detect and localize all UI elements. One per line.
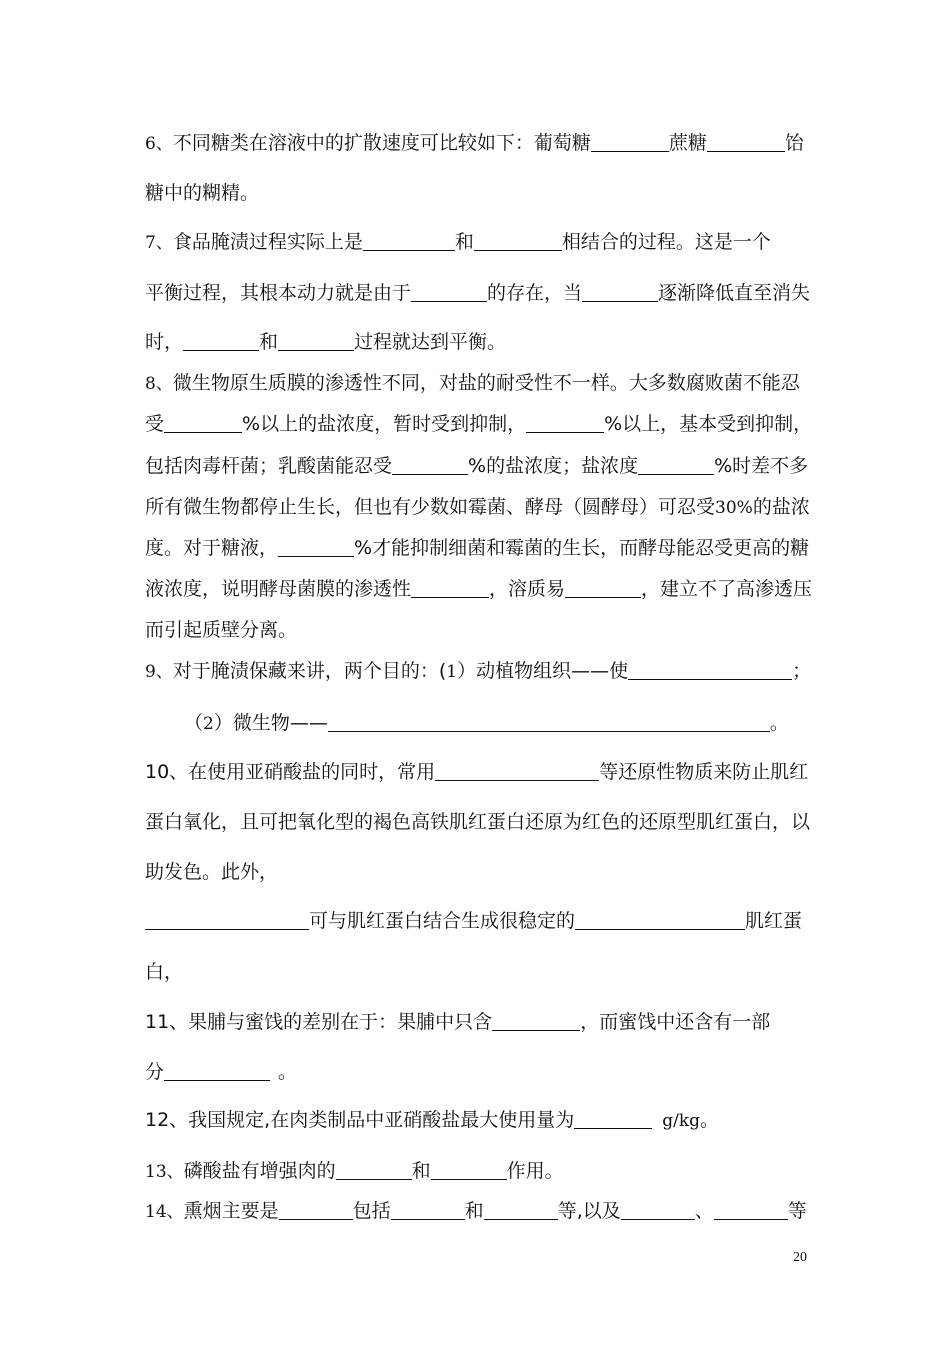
q7-blank-3[interactable] <box>411 281 487 302</box>
q9-text: 对于腌渍保藏来讲，两个目的：( <box>172 660 447 682</box>
q10-text: 白， <box>145 961 184 983</box>
q7-text: 和 <box>454 231 474 253</box>
q11-text: 。 <box>278 1061 298 1083</box>
q8-line6 <box>145 577 815 601</box>
q10-text: 可与肌红蛋白结合生成很稳定的 <box>309 910 576 932</box>
q9-text: （ <box>184 712 204 734</box>
q6-text: 糖中的糊精。 <box>145 182 260 204</box>
q12-text: 。 <box>700 1109 720 1131</box>
q8-text: ，溶质易 <box>489 578 566 600</box>
q10-text: 等还原性物质来防止肌红 <box>599 761 809 783</box>
q6-text: 饴 <box>784 132 804 154</box>
q8-text: 所有微生物都停止生长，但也有少数如霉菌、酵母（圆酵母）可忍受 <box>145 496 716 518</box>
q8-blank-3[interactable] <box>392 454 468 475</box>
q7-blank-4[interactable] <box>582 281 658 302</box>
q6-line2 <box>145 181 815 205</box>
q13-number: 13、 <box>145 1162 184 1182</box>
q13-text: 磷酸盐有增强肉的 <box>183 1160 336 1182</box>
q10-line3 <box>145 860 815 884</box>
q10-blank-2[interactable] <box>145 909 309 930</box>
q14-blank-5[interactable] <box>714 1199 788 1220</box>
q11-text: ，而蜜饯中还含有一部 <box>580 1011 771 1033</box>
q13-line1 <box>145 1159 815 1184</box>
q14-line1 <box>145 1199 815 1224</box>
q14-text: 、 <box>694 1200 714 1222</box>
q7-text: 平衡过程，其根本动力就是由于 <box>145 282 412 304</box>
q14-text: 熏烟主要是 <box>183 1200 279 1222</box>
q8-blank-5[interactable] <box>278 536 354 557</box>
q8-line5 <box>145 536 815 560</box>
q8-blank-7[interactable] <box>565 577 641 598</box>
q6-blank-2[interactable] <box>707 131 785 152</box>
q6-text: 蔗糖 <box>668 132 707 154</box>
q8-text: 的盐浓 <box>752 496 810 518</box>
q14-text: ,以及 <box>576 1200 621 1222</box>
q11-line2 <box>145 1060 815 1084</box>
q14-blank-4[interactable] <box>621 1199 695 1220</box>
q11-blank-2[interactable] <box>164 1060 270 1081</box>
q11-line1 <box>145 1010 815 1034</box>
q10-line1 <box>145 760 815 784</box>
q13-text: 和 <box>411 1160 431 1182</box>
q9-text: ）动植物组织——使 <box>457 660 629 682</box>
q8-number: 8、 <box>145 374 173 394</box>
q8-blank-1[interactable] <box>164 412 242 433</box>
q8-line3 <box>145 454 815 478</box>
q10-text: 助发色。此外， <box>145 861 279 883</box>
q10-blank-3[interactable] <box>575 909 745 930</box>
q10-blank-1[interactable] <box>435 760 599 781</box>
q8-blank-2[interactable] <box>526 412 604 433</box>
q14-blank-2[interactable] <box>391 1199 465 1220</box>
q8-text: %以上的盐浓度，暂时受到抑制， <box>242 413 527 435</box>
q7-number: 7、 <box>145 233 173 253</box>
q9-number: 9、 <box>145 662 173 682</box>
q14-blank-3[interactable] <box>484 1199 558 1220</box>
q8-text: 受 <box>145 413 165 435</box>
q9-text: 。 <box>769 712 789 734</box>
q10-text: 肌红蛋 <box>745 910 803 932</box>
q10-line4 <box>145 909 815 933</box>
q7-blank-5[interactable] <box>183 330 259 351</box>
q8-text: 包括肉毒杆菌；乳酸菌能忍受 <box>145 455 393 477</box>
q14-text: 包括 <box>352 1200 391 1222</box>
q14-number: 14、 <box>145 1202 184 1222</box>
q7-blank-1[interactable] <box>363 230 455 251</box>
q9-sub-number: 2 <box>203 714 214 734</box>
q10-text: 蛋白氧化，且可把氧化型的褐色高铁肌红蛋白还原为红色的还原型肌红蛋白，以 <box>145 811 811 833</box>
q8-text: 度。对于糖液， <box>145 537 279 559</box>
q14-blank-1[interactable] <box>279 1199 353 1220</box>
q11-blank-1[interactable] <box>492 1010 580 1031</box>
q9-text: ； <box>792 660 812 682</box>
q14-text: 等 <box>787 1200 807 1222</box>
q12-blank-1[interactable] <box>574 1108 652 1129</box>
q7-text: 食品腌渍过程实际上是 <box>172 231 363 253</box>
q8-text: %才能抑制细菌和霉菌的生长，而酵母能忍受更高的糖 <box>354 537 810 559</box>
q7-line2 <box>145 281 815 305</box>
q8-blank-4[interactable] <box>638 454 714 475</box>
q7-text: 和 <box>259 331 279 353</box>
q6-line1 <box>145 131 815 156</box>
page-number: 20 <box>793 1250 807 1265</box>
q7-text: 逐渐降低直至消失 <box>658 282 811 304</box>
q11-text: 11、果脯与蜜饯的差别在于：果脯中只含 <box>145 1011 493 1033</box>
q11-text: 分 <box>145 1061 165 1083</box>
q7-blank-2[interactable] <box>474 230 562 251</box>
q8-blank-6[interactable] <box>411 577 489 598</box>
q8-text: 液浓度，说明酵母菌膜的渗透性 <box>145 578 412 600</box>
q9-line1 <box>145 659 815 684</box>
q7-line3 <box>145 330 815 354</box>
q8-text: 微生物原生质膜的渗透性不同，对盐的耐受性不一样。大多数腐败菌不能忍 <box>172 372 800 394</box>
q8-text: %时差不多 <box>714 455 809 477</box>
q9-text: ）微生物—— <box>213 712 328 734</box>
q9-blank-2[interactable] <box>328 711 770 732</box>
q13-text: 作用。 <box>506 1160 564 1182</box>
q8-text: %以上，基本受到抑制， <box>604 413 813 435</box>
q13-blank-2[interactable] <box>431 1159 507 1180</box>
q8-line4 <box>145 495 815 520</box>
q7-blank-6[interactable] <box>278 330 354 351</box>
q7-text: 过程就达到平衡。 <box>354 331 507 353</box>
q7-text: 的存在，当 <box>487 282 583 304</box>
q10-line5 <box>145 960 815 984</box>
q8-text: ，建立不了高渗透压 <box>641 578 813 600</box>
q12-text: 12、我国规定,在肉类制品中亚硝酸盐最大使用量为 <box>145 1109 575 1131</box>
q6-blank-1[interactable] <box>591 131 669 152</box>
q6-number: 6、 <box>145 134 173 154</box>
q7-text: 相结合的过程。这是一个 <box>561 231 771 253</box>
q10-text: 10、在使用亚硝酸盐的同时，常用 <box>145 761 436 783</box>
q8-percent-value: 30% <box>715 498 753 518</box>
q8-line2 <box>145 412 815 436</box>
q9-sub-number: 1 <box>446 662 458 682</box>
q14-text: 和 <box>464 1200 484 1222</box>
q8-text: 而引起质壁分离。 <box>145 619 298 641</box>
q8-line1 <box>145 371 815 396</box>
q7-text: 时， <box>145 331 184 353</box>
q12-unit: g/kg <box>662 1111 701 1131</box>
q9-line2 <box>184 711 854 736</box>
q8-text: %的盐浓度；盐浓度 <box>468 455 639 477</box>
q8-line7 <box>145 618 815 642</box>
q10-line2 <box>145 810 815 834</box>
q12-line1 <box>145 1108 815 1133</box>
q13-blank-1[interactable] <box>336 1159 412 1180</box>
q14-text: 等 <box>557 1200 577 1222</box>
q7-line1 <box>145 230 815 255</box>
q9-blank-1[interactable] <box>628 659 792 680</box>
q6-text: 不同糖类在溶液中的扩散速度可比较如下：葡萄糖 <box>172 132 591 154</box>
